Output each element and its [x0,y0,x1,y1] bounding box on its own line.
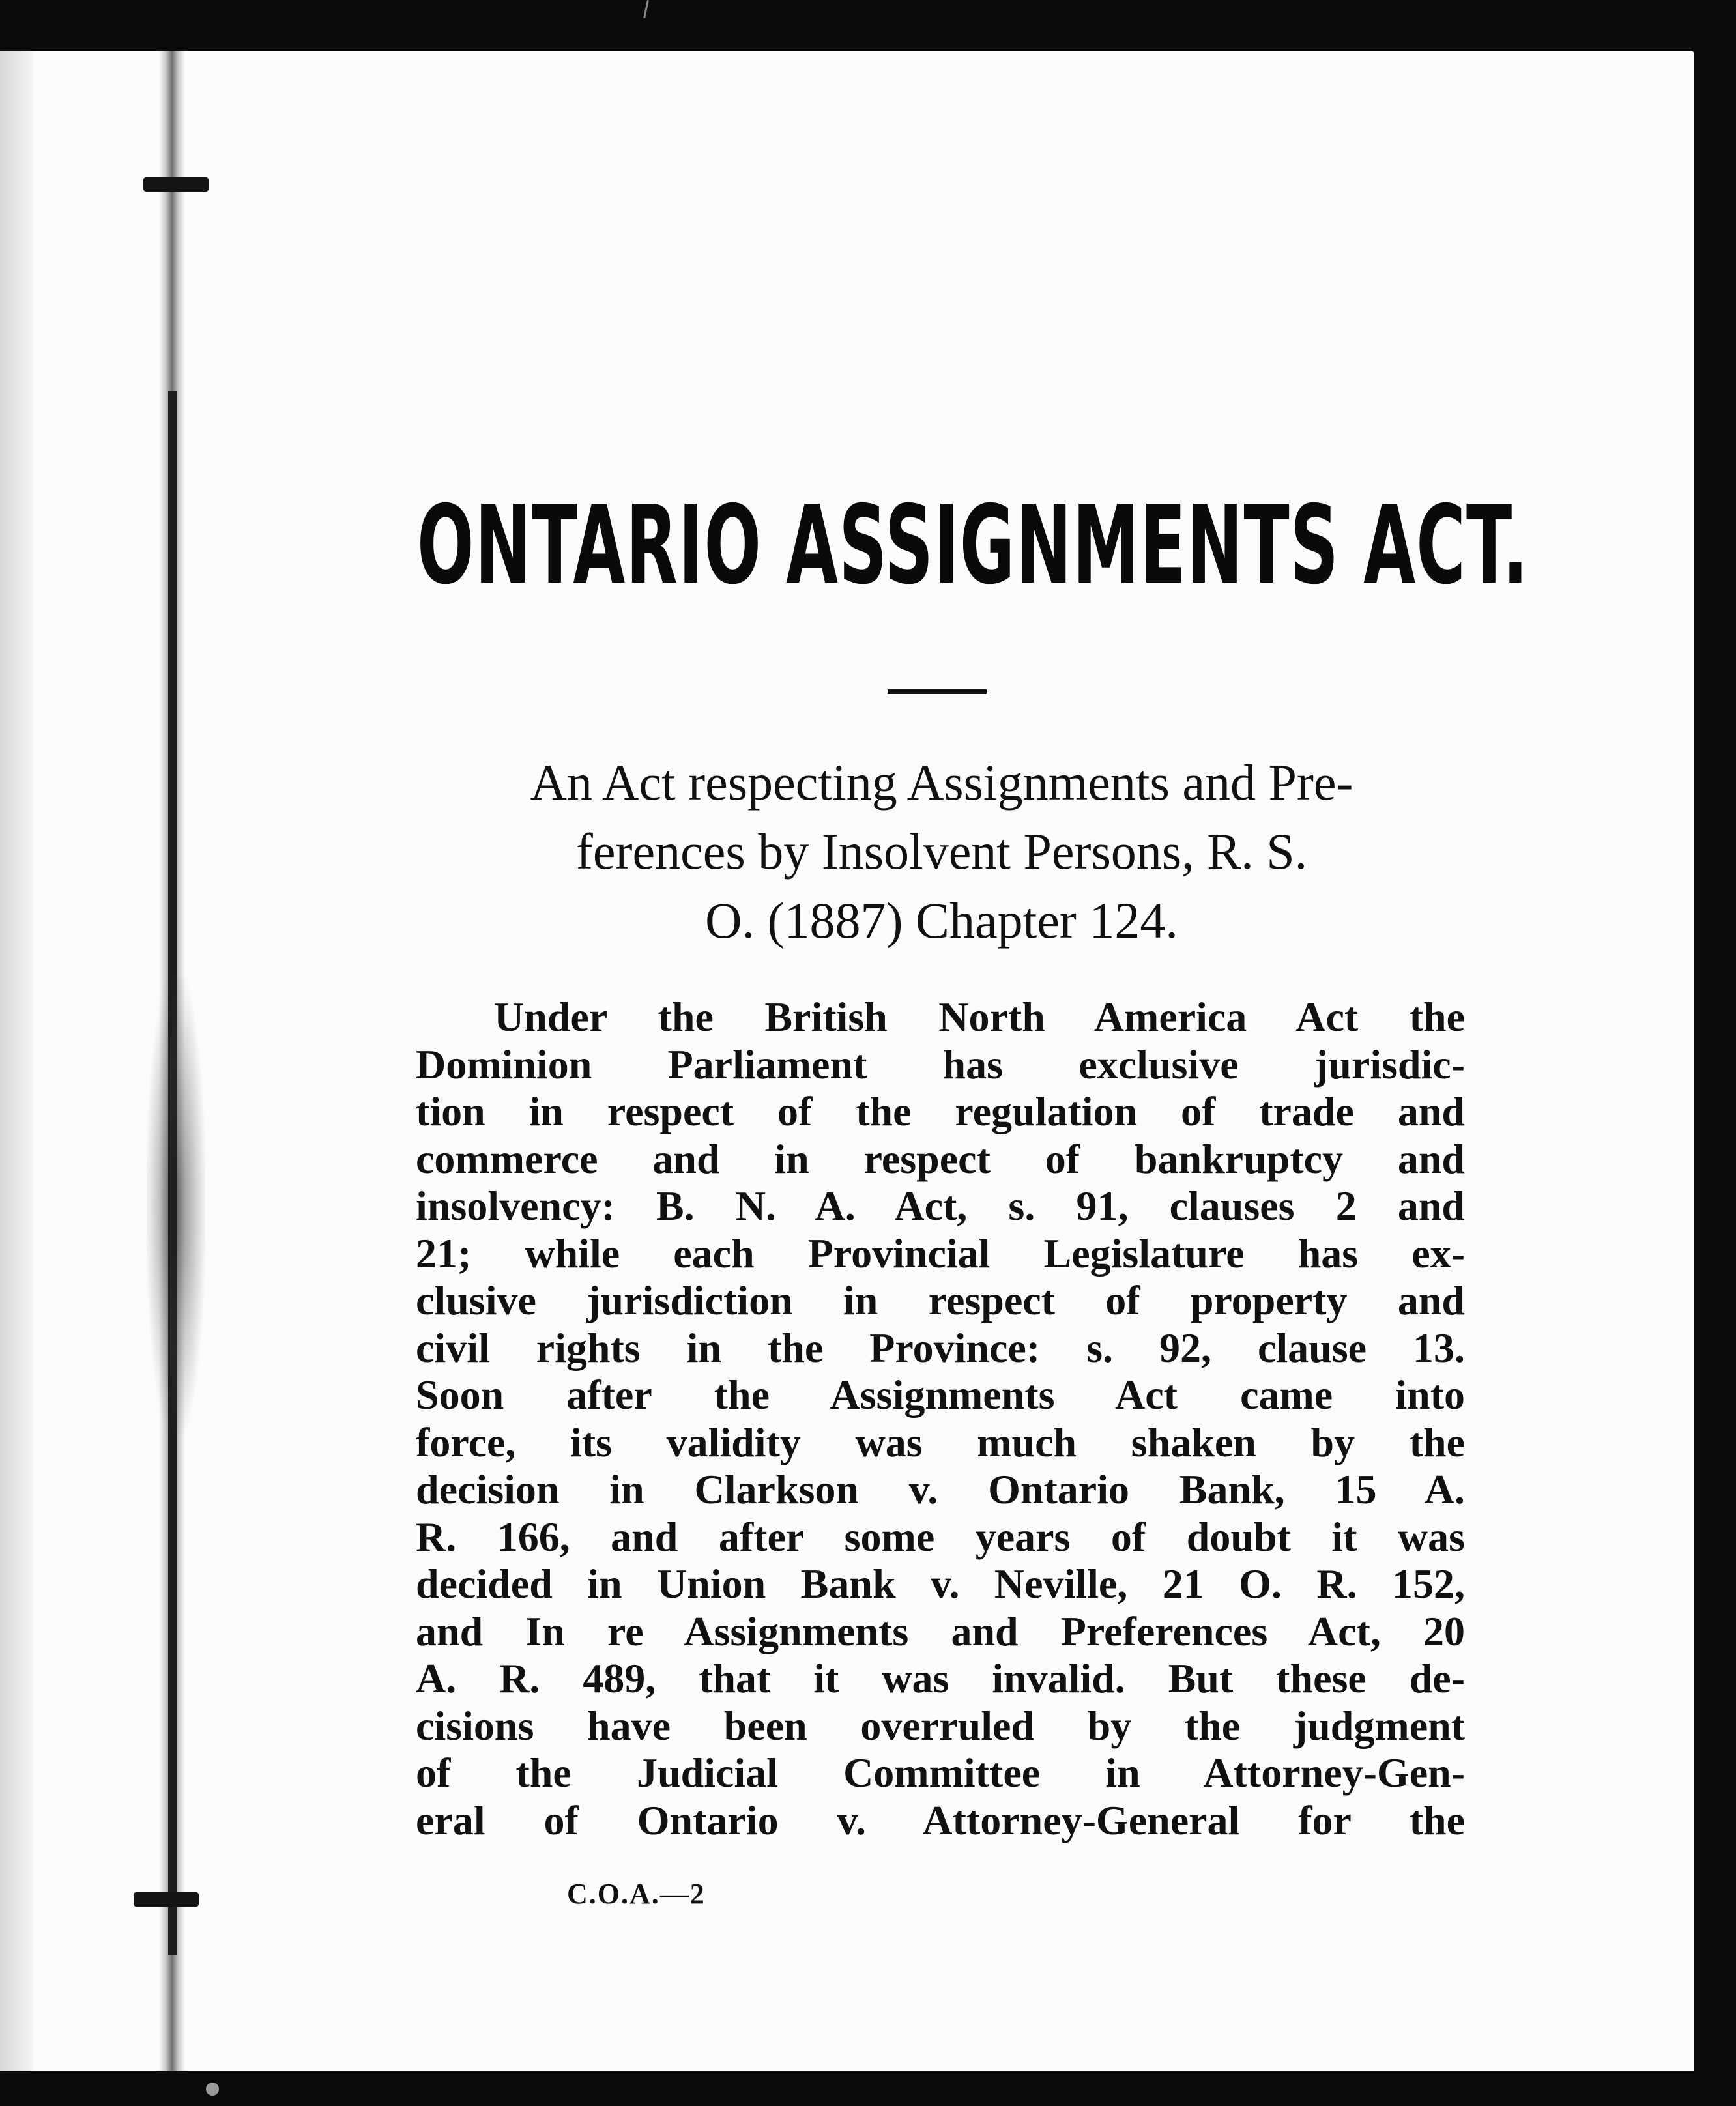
body-line: decision in Clarkson v. Ontario Bank, 15 A. [416,1466,1465,1512]
body-paragraph [416,994,1465,1844]
body-line: cisions have been overruled by the judgment [416,1702,1465,1749]
body-line: A. R. 489, that it was invalid. But these de- [416,1655,1465,1701]
body-line: 21; while each Provincial Legislature has ex- [416,1230,1465,1277]
body-line: and In re Assignments and Preferences Act, 20 [416,1608,1465,1654]
body-line: force, its validity was much shaken by the [416,1419,1465,1465]
body-line: clusive jurisdiction in respect of property and [416,1277,1465,1323]
body-line: eral of Ontario v. Attorney-General for the [416,1796,1465,1843]
scan-hair-artifact [643,0,649,18]
subtitle-line: ferences by Insolvent Persons, R. S. [575,823,1308,880]
body-line: tion in respect of the regulation of trade and [416,1088,1465,1134]
subtitle-line: O. (1887) Chapter 124. [705,892,1178,949]
body-line: civil rights in the Province: s. 92, clause 13. [416,1324,1465,1371]
binding-stain [147,977,205,1434]
body-line: commerce and in respect of bankruptcy and [416,1135,1465,1182]
title-divider [888,689,987,694]
body-line: insolvency: B. N. A. Act, s. 91, clauses 2 and [416,1183,1465,1229]
body-line: Dominion Parliament has exclusive jurisdic- [416,1041,1465,1088]
document-title: ONTARIO ASSIGNMENTS ACT. [417,483,1529,609]
body-line: decided in Union Bank v. Neville, 21 O. R. 152, [416,1561,1465,1607]
facing-page-edge [0,51,33,2071]
body-line: of the Judicial Committee in Attorney-Gen- [416,1750,1465,1796]
subtitle-line: An Act respecting Assignments and Pre- [530,754,1353,811]
scan-dot-artifact [206,2083,219,2096]
act-subtitle [411,748,1473,955]
staple-top [143,177,209,192]
body-line: R. 166, and after some years of doubt it was [416,1513,1465,1560]
staple-bottom [134,1892,199,1907]
body-line: Under the British North America Act the [494,994,1465,1040]
body-line: Soon after the Assignments Act came into [416,1372,1465,1418]
signature-mark: C.O.A.—2 [567,1878,706,1910]
